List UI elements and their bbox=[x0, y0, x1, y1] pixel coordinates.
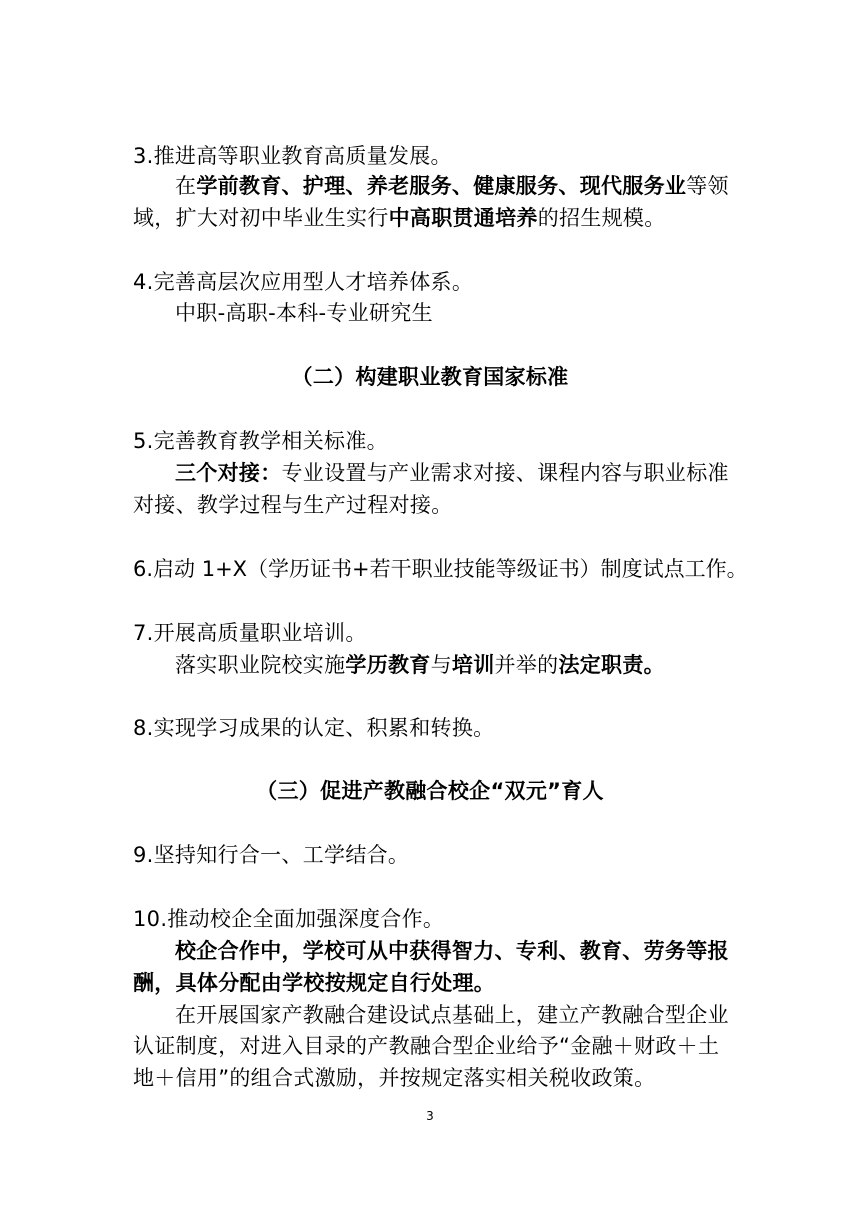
item-3-body-line-2 bbox=[133, 203, 666, 233]
text-run: 落实职业院校实施 bbox=[175, 653, 346, 677]
item-10-bold-line-1: 校企合作中，学校可从中获得智力、专利、教育、劳务等报 bbox=[175, 939, 729, 963]
item-10-body-line-5: 地＋信用”的组合式激励，并按规定落实相关税收政策。 bbox=[133, 1066, 656, 1090]
text-run: 域，扩大对初中毕业生实行 bbox=[133, 206, 389, 230]
item-7-heading: 7.开展高质量职业培训。 bbox=[133, 621, 367, 645]
item-10-bold-line-2: 酬，具体分配由学校按规定自行处理。 bbox=[133, 971, 496, 995]
item-9-heading: 9.坚持知行合一、工学结合。 bbox=[133, 843, 410, 867]
bold-text-run: 学前教育、护理、养老服务、健康服务、现代服务业 bbox=[196, 174, 687, 198]
item-5-body-line-1 bbox=[175, 458, 729, 488]
item-7-body-line-1 bbox=[175, 650, 665, 680]
bold-text-run: 法定职责。 bbox=[558, 653, 665, 677]
item-8-heading: 8.实现学习成果的认定、积累和转换。 bbox=[133, 716, 495, 740]
text-run: 与 bbox=[430, 653, 452, 677]
item-6-heading: 6.启动 1+X（学历证书+若干职业技能等级证书）制度试点工作。 bbox=[133, 557, 748, 581]
section-3-title: （三）促进产教融合校企“双元”育人 bbox=[256, 779, 604, 803]
bold-text-run: 学历教育 bbox=[345, 653, 431, 677]
item-10-body-line-4: 认证制度，对进入目录的产教融合型企业给予“金融＋财政＋土 bbox=[133, 1034, 720, 1058]
page-number: 3 bbox=[426, 1109, 434, 1123]
item-4-heading: 4.完善高层次应用型人才培养体系。 bbox=[133, 270, 474, 294]
text-run: 并举的 bbox=[494, 653, 559, 677]
item-5-body-line-2: 对接、教学过程与生产过程对接。 bbox=[133, 493, 453, 517]
text-run: 专业设置与产业需求对接、课程内容与职业标准 bbox=[281, 461, 729, 485]
item-4-body-line-1: 中职-高职-本科-专业研究生 bbox=[175, 301, 433, 325]
text-run: 在 bbox=[175, 174, 197, 198]
bold-text-run: 中高职贯通培养 bbox=[388, 206, 538, 230]
text-run: 等领 bbox=[686, 174, 729, 198]
item-10-body-line-3: 在开展国家产教融合建设试点基础上，建立产教融合型企业 bbox=[175, 1003, 729, 1027]
bold-text-run: 培训 bbox=[451, 653, 495, 677]
item-5-heading: 5.完善教育教学相关标准。 bbox=[133, 429, 388, 453]
bold-text-run: 三个对接： bbox=[175, 461, 282, 485]
item-3-heading: 3.推进高等职业教育高质量发展。 bbox=[133, 144, 452, 168]
text-run: 的招生规模。 bbox=[537, 206, 666, 230]
section-2-title: （二）构建职业教育国家标准 bbox=[291, 365, 569, 389]
item-3-body-line-1 bbox=[175, 171, 729, 201]
item-10-heading: 10.推动校企全面加强深度合作。 bbox=[133, 907, 445, 931]
